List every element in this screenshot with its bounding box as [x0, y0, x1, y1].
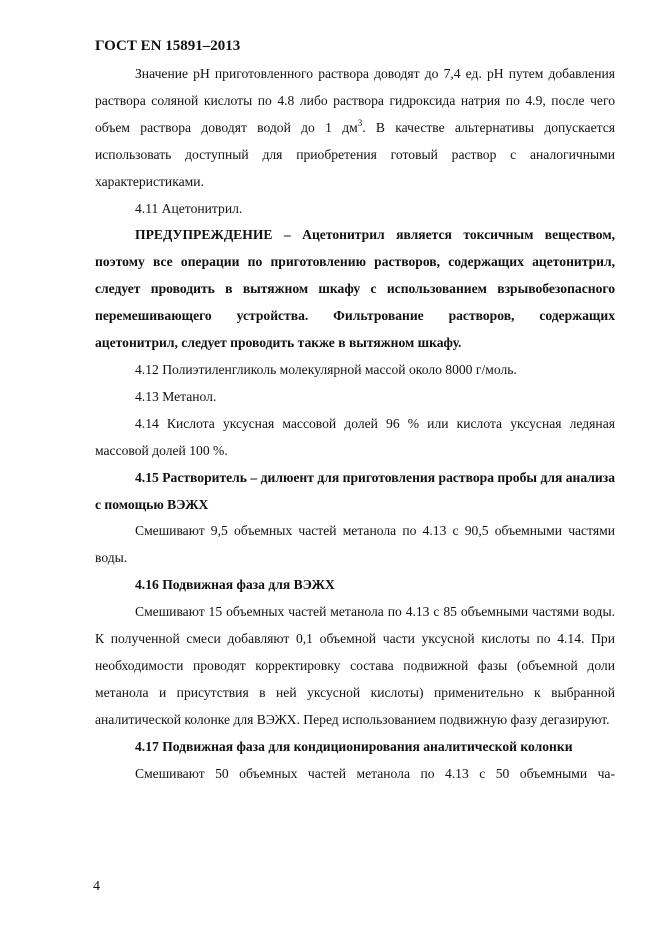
document-header: ГОСТ EN 15891–2013	[95, 38, 241, 54]
page-number: 4	[93, 879, 100, 894]
paragraph-4-11: 4.11 Ацетонитрил.	[135, 200, 243, 216]
paragraph-4-12: 4.12 Полиэтиленгликоль молекулярной массой около 8000 г/моль.	[135, 361, 517, 377]
paragraph-ph-adjustment	[95, 61, 615, 196]
section-heading-4-15: 4.15 Растворитель – дилюент для приготовления раствора пробы для анализа с помощью ВЭЖХ	[95, 469, 615, 512]
paragraph-4-14: 4.14 Кислота уксусная массовой долей 96 % или кислота уксусная ледяная массовой долей 100 %.	[95, 415, 615, 458]
paragraph-mobile-phase: Смешивают 15 объемных частей метанола по 4.13 с 85 объемными частями воды. К полученной смеси добавляют 0,1 объемной части уксусной кислоты по 4.14. При необходимости проводят корректировку состава подвижной фазы (объемной доли метанола и присутствия в ней уксусной кислоты) применительно к выбранной аналитической колонке для ВЭЖХ. Перед использованием подвижную фазу дегазируют.	[95, 604, 615, 727]
superscript: 3	[357, 117, 363, 128]
document-body	[95, 61, 615, 787]
paragraph-solvent-mix: Смешивают 9,5 объемных частей метанола по 4.13 с 90,5 объемными частями воды.	[95, 523, 615, 566]
paragraph-text: Значение pH приготовленного раствора доводят до 7,4 ед. pH путем добавления раствора соляной кислоты по 4.8 либо раствора гидроксида натрия по 4.9, после чего объем раствора доводят водой до 1 дм	[95, 66, 615, 135]
section-heading-4-16: 4.16 Подвижная фаза для ВЭЖХ	[135, 577, 335, 593]
section-heading-4-17: 4.17 Подвижная фаза для кондиционирования аналитической колонки	[135, 738, 573, 754]
paragraph-4-13: 4.13 Метанол.	[135, 388, 217, 404]
paragraph-conditioning-mix: Смешивают 50 объемных частей метанола по 4.13 с 50 объемными ча-	[135, 765, 615, 781]
paragraph-text: . В качестве альтернативы допускается использовать доступный для приобретения готовый раствор с аналогичными характеристиками.	[95, 119, 615, 189]
warning-paragraph: ПРЕДУПРЕЖДЕНИЕ – Ацетонитрил является токсичным веществом, поэтому все операции по приготовлению растворов, содержащих ацетонитрил, следует проводить в вытяжном шкафу с использованием взрывобезопасного перемешивающего устройства. Фильтрование растворов, содержащих ацетонитрил, следует проводить также в вытяжном шкафу.	[95, 227, 615, 351]
